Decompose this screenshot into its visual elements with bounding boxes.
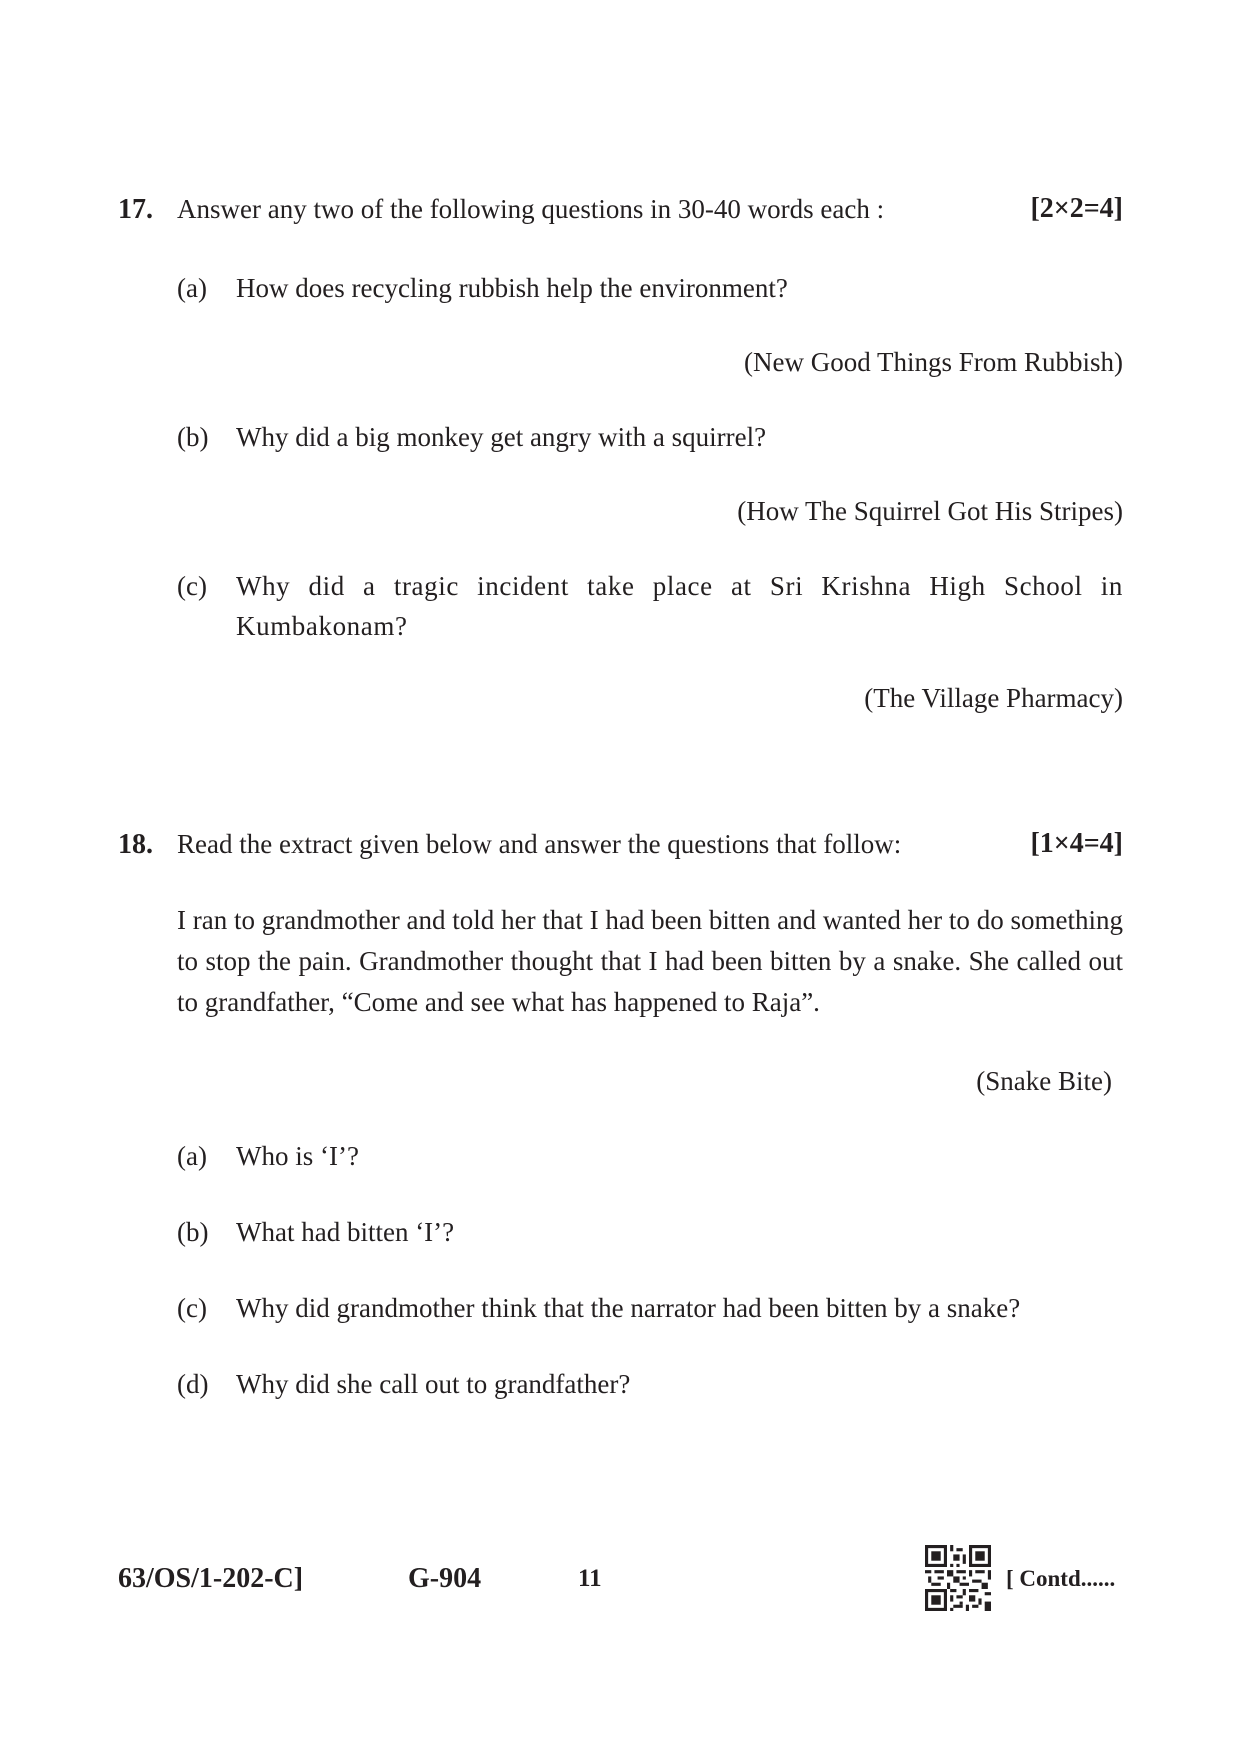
q18-marks: [1×4=4] — [1030, 828, 1123, 859]
q18-a-text: Who is ‘I’? — [236, 1141, 359, 1171]
q18-c-text: Why did grandmother think that the narrator had been bitten by a snake? — [236, 1293, 1021, 1323]
q18-a-label: (a) — [177, 1141, 207, 1171]
q17-instruction: Answer any two of the following questions in 30-40 words each : — [177, 194, 885, 224]
q18-source: (Snake Bite) — [976, 1066, 1112, 1096]
q17-a-label: (a) — [177, 273, 207, 303]
q17-c-label: (c) — [177, 571, 207, 601]
q17-c-source: (The Village Pharmacy) — [864, 683, 1123, 713]
series-code: G-904 — [408, 1563, 482, 1594]
q17-c-text: Why did a tragic incident take place at Sri Krishna High School in Kumbakonam? — [236, 571, 1123, 641]
continued-marker: [ Contd...... — [1006, 1566, 1116, 1591]
q17-a-text: How does recycling rubbish help the environment? — [236, 273, 788, 303]
q18-d-text: Why did she call out to grandfather? — [236, 1369, 631, 1399]
q18-b-label: (b) — [177, 1217, 209, 1247]
page-number: 11 — [578, 1565, 602, 1592]
paper-code: 63/OS/1-202-C] — [118, 1563, 304, 1594]
q17-b-label: (b) — [177, 422, 209, 452]
q17-number: 17. — [118, 194, 153, 225]
q17-a-source: (New Good Things From Rubbish) — [743, 347, 1123, 377]
q17-marks: [2×2=4] — [1030, 193, 1123, 224]
q18-instruction: Read the extract given below and answer the questions that follow: — [177, 829, 902, 859]
q18-d-label: (d) — [177, 1369, 209, 1399]
q17-b-text: Why did a big monkey get angry with a squirrel? — [236, 422, 767, 452]
qr-code-icon — [925, 1545, 991, 1611]
q18-b-text: What had bitten ‘I’? — [236, 1217, 455, 1247]
q18-extract: I ran to grandmother and told her that I had been bitten and wanted her to do something to stop the pain. Grandmother thought that I had been bitten by a snake. She called out to grandfather, “Come and see what has happened to Raja”. — [177, 905, 1123, 1017]
q18-number: 18. — [118, 829, 153, 860]
q17-b-source: (How The Squirrel Got His Stripes) — [737, 496, 1123, 526]
q18-c-label: (c) — [177, 1293, 207, 1323]
